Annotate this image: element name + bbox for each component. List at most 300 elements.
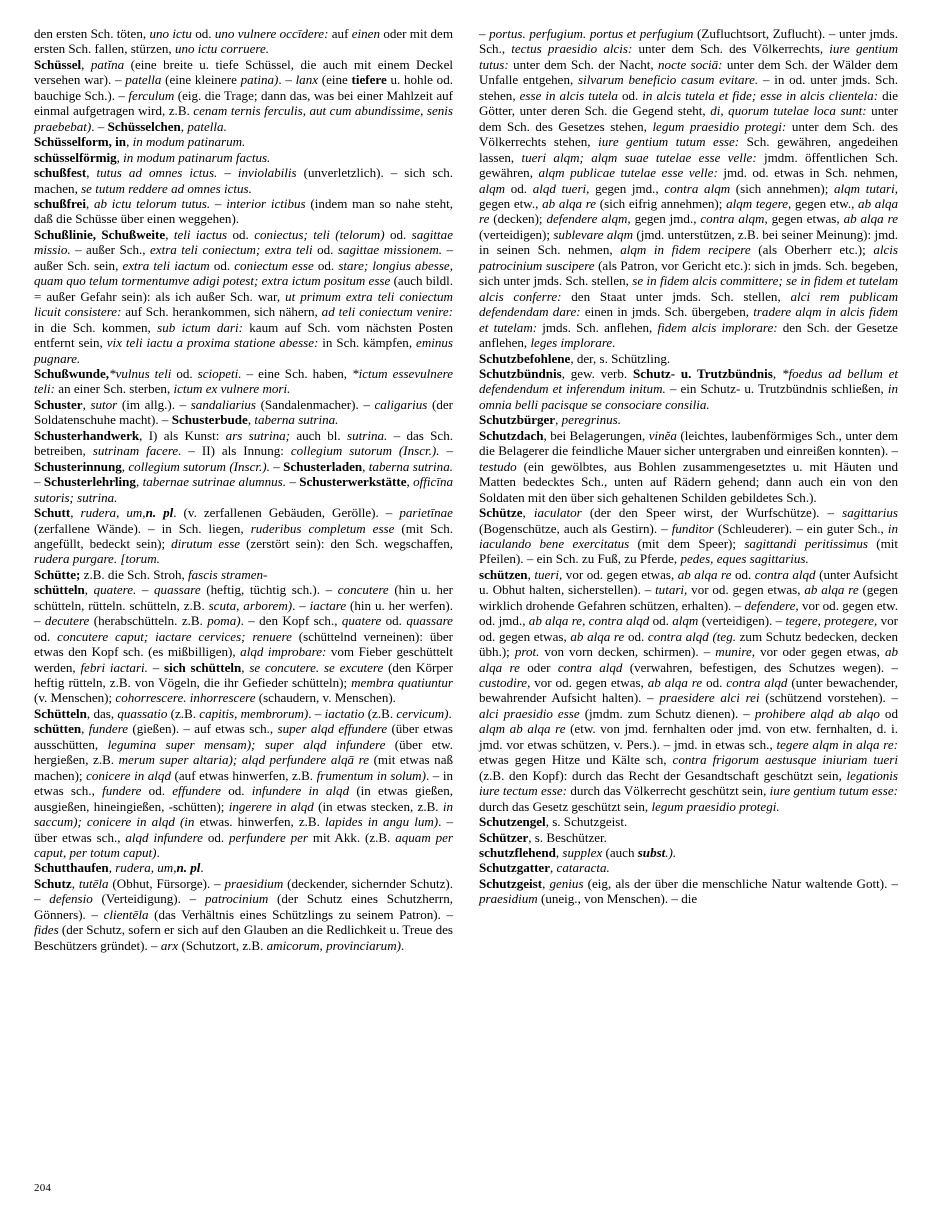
page-columns (34, 26, 901, 1152)
latin-gloss: contra alqm (664, 180, 731, 196)
headword: Schuster (34, 396, 83, 412)
latin-gloss: quatere. (93, 582, 137, 598)
latin-gloss: in omnia belli pacisque se consociare consilia. (479, 381, 898, 412)
german-text: den Sch. der Gesetze anflehen, (479, 319, 898, 351)
german-text: unter dem Sch. der Wälder dem Unfalle entgehen, (479, 56, 899, 88)
latin-gloss: ab alqa re (677, 566, 732, 582)
latin-gloss: contra alqd (teg. (647, 628, 736, 644)
german-text: vor od. gegen etwas, (562, 566, 678, 582)
dictionary-entry (34, 196, 453, 227)
latin-gloss: interior ictibus (226, 195, 306, 211)
german-text: (heftig, tüchtig sch.). – (200, 582, 338, 598)
dictionary-entry (34, 721, 453, 860)
latin-gloss: ab alqa re (570, 628, 625, 644)
dictionary-entry (34, 582, 453, 706)
latin-gloss: alqm publicae tutelae esse velle: (538, 165, 718, 181)
german-text: . – über etwas sch., (34, 814, 454, 845)
german-text: , (406, 474, 414, 490)
latin-gloss: prot. (514, 644, 540, 660)
latin-gloss: rudera, um, (115, 860, 177, 876)
german-text: (mit Pfeilen). – ein Sch. zu Fuß, zu Pferde, (479, 535, 898, 567)
german-text: – (34, 474, 44, 490)
german-text: , (165, 226, 174, 242)
latin-gloss: funditor (671, 520, 714, 536)
dictionary-entry (34, 860, 453, 875)
german-text: (verwahren, befestigen, des Schutzes wegen). – (622, 659, 898, 675)
german-text: , I) als Kunst: (139, 427, 226, 443)
german-text: – (217, 165, 238, 181)
dictionary-entry (479, 505, 898, 567)
latin-gloss: quatere (341, 613, 382, 629)
german-text: od. (227, 226, 255, 242)
headword: Schutzgatter (479, 860, 551, 876)
latin-gloss: alqm in fidem recipere (620, 242, 751, 258)
german-text: (auf etwas hinwerfen, z.B. (170, 767, 317, 783)
german-text: od. (34, 628, 58, 644)
german-text: – ein Schutz- u. Trutzbündnis schließen, (665, 381, 888, 397)
latin-gloss: merum super altaria); alqd perfundere alqā re (118, 752, 370, 768)
latin-gloss: fidem alcis implorare: (657, 319, 778, 335)
latin-gloss: tutēla (78, 875, 109, 891)
german-text: . (448, 705, 452, 721)
german-text: (Schutzort, z.B. (178, 937, 267, 953)
latin-gloss: fascis stramen- (188, 566, 268, 582)
german-text: od. (617, 87, 643, 103)
latin-gloss: iure gentium tutum esse: (598, 134, 740, 150)
german-text: z.B. die Sch. Stroh, (80, 566, 189, 582)
german-text: (verteidigen). – (698, 613, 786, 629)
german-text: auf (328, 26, 352, 41)
latin-gloss: cenam ternis ferculis, aut cum abundissime, senis praebebat) (34, 103, 453, 134)
german-text: . – (278, 72, 296, 88)
german-text: , der, s. Schützling. (570, 350, 671, 366)
german-text: . – (308, 705, 325, 721)
latin-gloss: teli iactus (173, 226, 228, 242)
headword: Schusterinnung (34, 458, 122, 474)
latin-gloss: legum praesidio protegi: (652, 118, 787, 134)
latin-gloss: defendere alqm, (546, 211, 631, 227)
latin-gloss: pedes, eques sagittarius. (680, 551, 809, 567)
german-text: od. (702, 675, 727, 691)
headword: Schusterbude (171, 412, 248, 428)
german-text: , (84, 582, 94, 598)
headword: Schutz (34, 875, 72, 891)
german-text: . (200, 860, 204, 876)
german-text: (Zufluchtsort, Zuflucht). – unter jmds. Sch., (479, 26, 898, 57)
german-text: (v. Menschen); (34, 690, 116, 706)
headword: Schutz- u. Trutzbündnis (633, 365, 773, 381)
german-text: – außer Sch., (70, 242, 150, 258)
german-text: mit Akk. (z.B. (308, 829, 396, 845)
german-text: vor od. gegen etwas, (687, 582, 805, 598)
latin-gloss: ictum ex vulnere mori. (173, 381, 291, 397)
latin-gloss: inviolabilis (237, 165, 297, 181)
latin-gloss: nocte sociā: (658, 56, 723, 72)
latin-gloss: di, quorum tutelae loca sunt: (710, 103, 867, 119)
latin-gloss: uno ictu (149, 26, 192, 41)
german-text: , (126, 134, 133, 150)
german-text: , (108, 860, 116, 876)
latin-gloss: *vulnus teli (109, 365, 172, 381)
latin-gloss: infundere in alqd (251, 783, 350, 799)
german-text: . (400, 937, 405, 953)
german-text: durch das Gesetz geschützt sein, (479, 798, 652, 814)
german-text: durch das Völkerrecht geschützt sein, (567, 783, 770, 799)
latin-gloss: super alqd effundere (277, 721, 388, 737)
dictionary-entry (479, 860, 898, 875)
german-text: od. (624, 628, 648, 644)
dictionary-entry (34, 567, 453, 582)
latin-gloss: .). (665, 845, 677, 861)
german-text: (Schleuderer). – ein guter Sch., (713, 520, 888, 536)
dictionary-entry (34, 706, 453, 721)
latin-gloss: alcis patrocinium suscipere (479, 242, 898, 273)
latin-gloss: quassatio (117, 705, 168, 721)
german-text: – eine Sch. haben, (241, 365, 353, 381)
german-text: . – (292, 597, 310, 613)
latin-gloss: effundere (172, 783, 222, 799)
latin-gloss: alqm (672, 613, 699, 629)
german-text: – das Sch. betreiben, (34, 427, 453, 459)
german-text: etwas. hinwerfen, z.B. (194, 814, 325, 830)
german-text: in die Sch. kommen, (34, 319, 158, 335)
latin-gloss: sagittarius (842, 505, 898, 521)
latin-gloss: in modum patinarum factus. (123, 149, 271, 165)
latin-gloss: fundere (102, 783, 142, 799)
german-text: (z.B. (167, 705, 200, 721)
headword: schußfest (34, 165, 87, 181)
german-text: (decken); (489, 211, 547, 227)
latin-gloss: tutari, (655, 582, 688, 598)
german-text: (leichtes, laubenförmiges Sch., unter dem die Belagerer die feindliche Mauer sicher untergraben und einreißen konnten). – (479, 427, 899, 459)
dictionary-entry (479, 428, 898, 505)
german-text: od. (384, 226, 412, 242)
german-text: (in etwas stecken, z.B. (313, 798, 443, 814)
latin-gloss: *foedus ad bellum et defendendum et inferendum initum. (479, 365, 898, 397)
german-text: (in etwas gießen, ausgießen, hineingießen, -schütten); (34, 783, 453, 814)
latin-gloss: lanx (295, 72, 319, 88)
latin-gloss: collegium sutorum (Inscr.). (128, 458, 270, 474)
german-text: – (210, 195, 227, 211)
latin-gloss: quassare (154, 582, 201, 598)
german-text: (schaudern, v. Menschen). (255, 690, 396, 706)
latin-gloss: patrocinium (204, 891, 269, 907)
latin-gloss: alqd infundere (125, 829, 203, 845)
latin-gloss: *ictum essevulnere teli: (34, 365, 453, 397)
latin-gloss: ab alqa re (804, 582, 859, 598)
entry-continuation (479, 26, 898, 351)
german-text: – (439, 443, 453, 459)
german-text: auch bl. (290, 427, 348, 443)
latin-gloss: defendere, (744, 597, 799, 613)
headword: Schüsselchen (107, 118, 181, 134)
german-text: . (v. zerfallenen Gebäuden, Gerölle). – (173, 505, 400, 521)
latin-gloss: in modum patinarum. (132, 134, 246, 150)
dictionary-entry (479, 366, 898, 412)
latin-gloss: alqm tegere, (726, 195, 792, 211)
latin-gloss: ferculum (128, 87, 175, 103)
latin-gloss: iure gentium tutum esse: (769, 783, 898, 799)
latin-gloss: tueri, (534, 566, 563, 582)
headword: Schutzbefohlene (479, 350, 571, 366)
german-text: od. (649, 613, 673, 629)
grammar-label: n. pl (145, 505, 174, 521)
latin-gloss: sagittae missio. (34, 226, 453, 258)
latin-gloss: aquam per caput, per totum caput) (34, 829, 453, 861)
headword: schutzflehend (479, 845, 556, 861)
german-text: od. (313, 257, 339, 273)
german-text: (gießen). – auf etwas sch., (128, 721, 278, 737)
german-text: (auch (602, 845, 638, 861)
latin-gloss: iactare (309, 597, 347, 613)
german-text: (zerstört sein): den Sch. wegschaffen, (240, 535, 453, 551)
latin-gloss: praesidium (479, 891, 538, 907)
latin-gloss: patĭna (90, 56, 125, 72)
german-text: (etw. von jmd. fernhalten oder jmd. von etw. fernhalten, d. i. jmd. vor etwas schützen, v. Pers.). – jmd. in etwas sch., (479, 721, 898, 752)
german-text: von vorn decken, schirmen). – (539, 644, 716, 660)
latin-gloss: ab alqa re, contra alqd (528, 613, 650, 629)
german-text: Sch. gewähren, angedeihen lassen, (479, 134, 898, 165)
headword: Schüsselform, in (34, 134, 127, 150)
latin-gloss: alci praesidio esse (479, 705, 580, 721)
german-text: , bei Belagerungen, (543, 427, 649, 443)
german-text: gegen etw., (479, 195, 543, 211)
latin-gloss: tutus ad omnes ictus. (96, 165, 218, 181)
latin-gloss: membra quatiuntur (351, 675, 453, 691)
german-text: od. (209, 257, 235, 273)
german-text: einen in jmds. Sch. übergeben, (580, 304, 754, 320)
latin-gloss: uno ictu corruere. (174, 41, 270, 57)
latin-gloss: rudera purgare. [torum. (34, 551, 160, 567)
latin-gloss: prohibere alqd ab alqo (754, 705, 880, 721)
latin-gloss: ingerere in alqd (228, 798, 314, 814)
german-text: unter dem Sch. des Völkerrechts, (632, 41, 830, 57)
latin-gloss: se tutum reddere ad omnes ictus. (81, 180, 252, 196)
headword: Schutzbündnis (479, 365, 562, 381)
latin-gloss: testudo (479, 458, 517, 474)
german-text: an einer Sch. sterben, (55, 381, 174, 397)
latin-gloss: vinĕa (648, 427, 677, 443)
german-text: (eine breite u. tiefe Schüssel, die auch mit einem Deckel versehen war). – (34, 56, 453, 88)
german-text: , (522, 505, 534, 521)
german-text: (herabschütteln. z.B. (89, 613, 208, 629)
grammar-label: n. pl (176, 860, 201, 876)
latin-gloss: ab alqa re (542, 195, 597, 211)
german-text: gegen etwas, (767, 211, 844, 227)
german-text: vor oder gegen etwas, (755, 644, 885, 660)
latin-gloss: taberna sutrina. (368, 458, 453, 474)
german-text: den Staat unter jmds. Sch. stellen, (561, 288, 791, 304)
german-text: etwas gegen Hitze und Kälte sch, (479, 752, 673, 768)
german-text: . (156, 845, 160, 861)
dictionary-entry (479, 412, 898, 427)
latin-gloss: se in fidem alcis committere; se in fidem et tutelam alcis conferre: (479, 273, 898, 304)
latin-gloss: parietīnae (399, 505, 453, 521)
latin-gloss: conicere in alqd (86, 767, 171, 783)
german-text: (sich eifrig annehmen); (596, 195, 727, 211)
german-text: , (555, 412, 562, 428)
german-text: – in od. unter jmds. Sch. stehen, (479, 72, 899, 103)
latin-gloss: cohorrescere. inhorrescere (115, 690, 256, 706)
latin-gloss: iure gentium tutus: (479, 41, 899, 72)
latin-gloss: in saccum); conicere in alqd (in (34, 798, 453, 830)
headword: schüsselförmig (34, 149, 117, 165)
headword: Schusterwerkstätte (299, 474, 407, 490)
latin-gloss: frumentum in solum) (316, 767, 426, 783)
latin-gloss: munire, (715, 644, 756, 660)
german-text: (als Patron, vor Gericht etc.): sich in jmds. Sch. begeben, sich unter jmds. Sch. stellen, (479, 257, 899, 289)
headword: Schutt (34, 505, 71, 521)
latin-gloss: coniectum esse (234, 257, 314, 273)
latin-gloss: eminus pugnare. (34, 335, 454, 366)
german-text: od. (312, 242, 338, 258)
latin-gloss: contra alqd (726, 675, 788, 691)
latin-gloss: leges implorare. (530, 335, 616, 351)
latin-gloss: in iaculando bene exercitatus (479, 520, 898, 551)
german-text: (unverletzlich). – sich sch. machen, (34, 165, 454, 196)
latin-gloss: collegium sutorum (Inscr.). (290, 443, 440, 459)
dictionary-entry (34, 134, 453, 149)
german-text: (schüttelnd verneinen): über etwas den Kopf sch. (es mißbilligen), (34, 628, 453, 660)
latin-gloss: alqm ab alqa re (479, 721, 566, 737)
latin-gloss: contra alqm, (700, 211, 768, 227)
german-text: , (81, 721, 89, 737)
headword: schußfrei (34, 195, 86, 211)
latin-gloss: coniectus; teli (telorum) (254, 226, 385, 242)
latin-gloss: febri iactari. (80, 659, 148, 675)
german-text: , (362, 458, 369, 474)
latin-gloss: dirutum esse (171, 535, 241, 551)
german-text: zum Schutz bedecken, decken übh.); (479, 628, 899, 660)
german-text: – außer Sch. sein, (34, 242, 453, 273)
latin-gloss: legum praesidio protegi. (651, 798, 780, 814)
german-text: , s. Schutzgeist. (545, 814, 628, 830)
german-text: od. (141, 783, 173, 799)
german-text: unter dem Sch. des Gesetzes stehen, (479, 103, 898, 134)
latin-gloss: se concutere. se excutere (249, 659, 384, 675)
latin-gloss: tegere, protegere, (785, 613, 878, 629)
latin-gloss: poma) (207, 613, 241, 629)
headword: Schußwunde, (34, 365, 110, 381)
latin-gloss: lapides in angu lum) (324, 814, 439, 830)
german-text: (Sandalenmacher). – (255, 396, 375, 412)
german-text: (Bogenschütze, auch als Gestirn). – (479, 520, 672, 536)
latin-gloss: legumina super mensam); super alqd infundere (107, 736, 386, 752)
german-text: od. (202, 829, 229, 845)
headword: Schutzengel (479, 814, 546, 830)
latin-gloss: tradere alqm in alcis fidem et tutelam: (479, 304, 898, 335)
dictionary-entry (479, 814, 898, 829)
latin-gloss: ruderibus completum esse (250, 520, 395, 536)
german-text: – (479, 26, 490, 41)
german-text: (der den Speer wirst, der Wurfschütze). – (581, 505, 843, 521)
latin-gloss: fundere (88, 721, 129, 737)
latin-gloss: cervicum) (396, 705, 449, 721)
latin-gloss: alqd tueri, (532, 180, 590, 196)
latin-gloss: supplex (562, 845, 603, 861)
german-text: (mit dem Speer); (629, 535, 745, 551)
latin-gloss: patella (125, 72, 162, 88)
german-text: (hin u. her schütteln, rütteln. schütteln, z.B. (34, 582, 454, 613)
latin-gloss: sub ictum dari: (157, 319, 243, 335)
latin-gloss: ab alqa re (843, 211, 899, 227)
latin-gloss: praesidium (224, 875, 284, 891)
headword: Schusterladen (283, 458, 363, 474)
german-text: oder (519, 659, 558, 675)
dictionary-entry (479, 830, 898, 845)
german-text: (sich annehmen); (730, 180, 834, 196)
latin-gloss: uno vulnere occīdere: (214, 26, 329, 41)
latin-gloss: capitis, membrorum) (199, 705, 309, 721)
german-text: (unter Aufsicht u. Obhut halten, sicherstellen). – (479, 566, 898, 598)
latin-gloss: ad teli coniectum venire: (321, 304, 453, 320)
headword: sich schütteln (164, 659, 242, 675)
dictionary-entry (479, 567, 898, 814)
latin-gloss: rudera, um, (80, 505, 146, 521)
german-text: jmdm. öffentlichen Sch. gewähren, (479, 149, 898, 181)
latin-gloss: concutere (337, 582, 389, 598)
german-text: jmd. od. etwas in Sch. nehmen, (717, 165, 899, 181)
german-text: gegen jmd., (589, 180, 665, 196)
latin-gloss: ab alqa re (479, 644, 898, 675)
german-text: , (135, 474, 143, 490)
german-text: . – (91, 118, 108, 134)
latin-gloss: sutrina. (347, 427, 388, 443)
german-text: (indem man so nahe steht, daß die Schüsse über einen weggehen). (34, 195, 454, 227)
german-text: , s. Beschützer. (528, 829, 607, 845)
german-text: od. (191, 26, 215, 41)
headword: Schusterlehrling (43, 474, 136, 490)
latin-gloss: legationis iure tectum esse: (479, 767, 898, 799)
german-text: , (555, 845, 563, 861)
latin-gloss: officīna sutoris; sutrina. (34, 474, 454, 505)
headword: Schütze (479, 505, 523, 521)
latin-gloss: sciopeti. (197, 365, 242, 381)
latin-gloss: iaculator (533, 505, 582, 521)
grammar-label: subst (637, 845, 666, 861)
left-column (34, 26, 453, 1152)
german-text: (zerfallene Wände). – in Sch. liegen, (34, 520, 251, 536)
latin-gloss: patina) (240, 72, 279, 88)
german-text: (eine (318, 72, 352, 88)
latin-gloss: taberna sutrina. (254, 412, 339, 428)
german-text: – (269, 458, 284, 474)
latin-gloss: sagittae missionem. (337, 242, 442, 258)
german-text: (verteidigen); (479, 226, 554, 242)
german-text: , (70, 505, 81, 521)
german-text: – (285, 474, 300, 490)
latin-gloss: alqd improbare: (240, 644, 327, 660)
latin-gloss: alqm (479, 180, 506, 196)
latin-gloss: ab alqa re (647, 675, 703, 691)
latin-gloss: alqm tutari, (834, 180, 898, 196)
german-text: (auch bildl. = außer Gefahr sein): als ich außer Sch. war, (34, 273, 453, 304)
german-text: auf Sch. herankommen, sich nähern, (121, 304, 322, 320)
latin-gloss: custodire, (479, 675, 531, 691)
latin-gloss: contra alqd (754, 566, 816, 582)
latin-gloss: arx (160, 937, 179, 953)
latin-gloss: silvarum beneficio casum evitare. (578, 72, 759, 88)
latin-gloss: sublevare alqm (553, 226, 634, 242)
latin-gloss: alci rem publicam defendendam dare: (479, 288, 898, 320)
german-text: (der Soldatenschuhe macht). – (34, 396, 453, 428)
latin-gloss: sandaliarius (190, 396, 256, 412)
german-text: (Verteidigung). – (92, 891, 205, 907)
german-text: (eig. die Trage; dann das, was bei einer Mahlzeit auf einmal aufgetragen wird, z.B. (34, 87, 453, 119)
latin-gloss: iactatio (324, 705, 365, 721)
german-text: gegen etw., (791, 195, 859, 211)
dictionary-entry (34, 165, 453, 196)
